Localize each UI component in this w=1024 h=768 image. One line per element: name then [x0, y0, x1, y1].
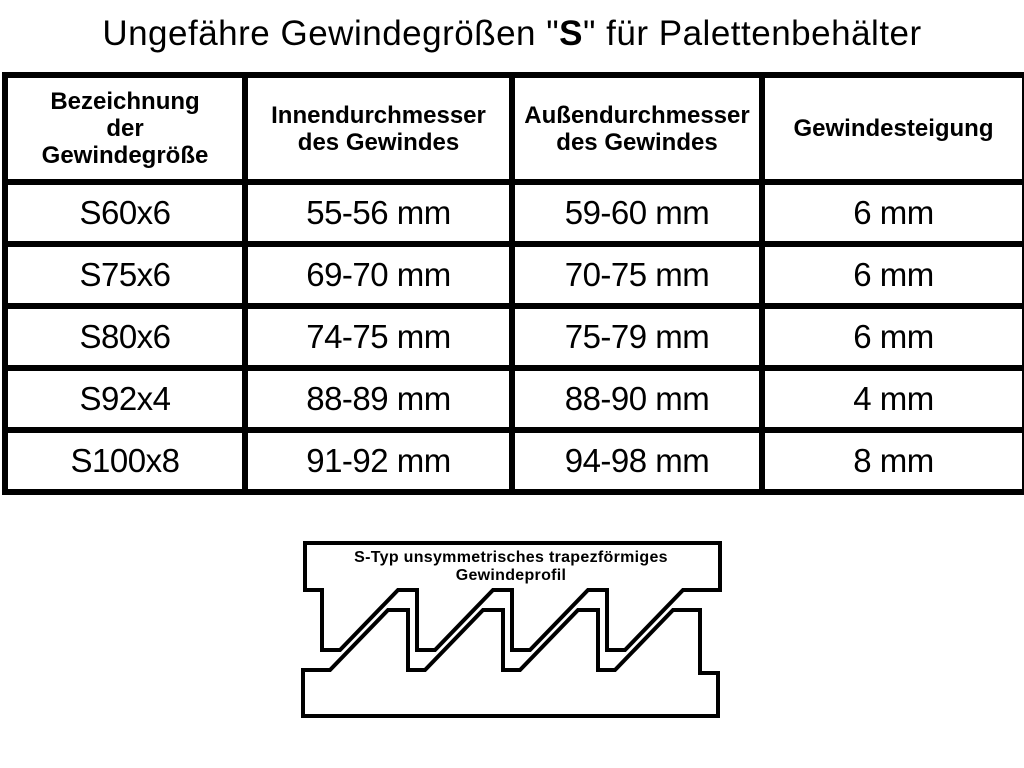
thread-size-table [2, 72, 1024, 495]
header-line: Gewindesteigung [793, 115, 994, 142]
diagram-label-line2: Gewindeprofil [455, 567, 567, 584]
cell-pitch: 6 mm [762, 306, 1024, 368]
table-row [5, 430, 1024, 492]
page-title-emphasis: S [559, 14, 584, 53]
column-header-innendurchmesser [245, 75, 512, 182]
header-line: der [106, 115, 144, 142]
cell-outer-diameter: 75-79 mm [512, 306, 762, 368]
header-row [5, 75, 1024, 182]
cell-inner-diameter: 69-70 mm [245, 244, 512, 306]
table-row [5, 368, 1024, 430]
header-line: des Gewindes [297, 128, 460, 156]
cell-inner-diameter: 88-89 mm [245, 368, 512, 430]
page-title-suffix: " für Palettenbehälter [583, 14, 922, 53]
cell-size: S60x6 [5, 182, 245, 244]
table-row [5, 182, 1024, 244]
header-line: Gewindegröße [41, 142, 209, 169]
cell-outer-diameter: 94-98 mm [512, 430, 762, 492]
column-header-gewindesteigung [762, 75, 1024, 182]
diagram-label-line1: S-Typ unsymmetrisches trapezförmiges [354, 549, 668, 566]
cell-size: S92x4 [5, 368, 245, 430]
cell-inner-diameter: 74-75 mm [245, 306, 512, 368]
cell-pitch: 6 mm [762, 244, 1024, 306]
cell-inner-diameter: 91-92 mm [245, 430, 512, 492]
cell-pitch: 8 mm [762, 430, 1024, 492]
table-row [5, 306, 1024, 368]
table-row [5, 244, 1024, 306]
column-header-bezeichnung [5, 75, 245, 182]
page-title-prefix: Ungefähre Gewindegrößen " [102, 14, 560, 53]
cell-size: S80x6 [5, 306, 245, 368]
header-line: des Gewindes [556, 128, 718, 156]
column-header-aussendurchmesser [512, 75, 762, 182]
cell-size: S75x6 [5, 244, 245, 306]
cell-size: S100x8 [5, 430, 245, 492]
header-line: Innendurchmesser [271, 101, 486, 129]
cell-inner-diameter: 55-56 mm [245, 182, 512, 244]
header-line: Außendurchmesser [524, 101, 750, 129]
cell-outer-diameter: 59-60 mm [512, 182, 762, 244]
thread-profile-diagram [300, 538, 723, 720]
page-title [0, 14, 1024, 54]
header-line: Bezeichnung [50, 88, 200, 115]
cell-pitch: 4 mm [762, 368, 1024, 430]
cell-outer-diameter: 88-90 mm [512, 368, 762, 430]
cell-pitch: 6 mm [762, 182, 1024, 244]
cell-outer-diameter: 70-75 mm [512, 244, 762, 306]
